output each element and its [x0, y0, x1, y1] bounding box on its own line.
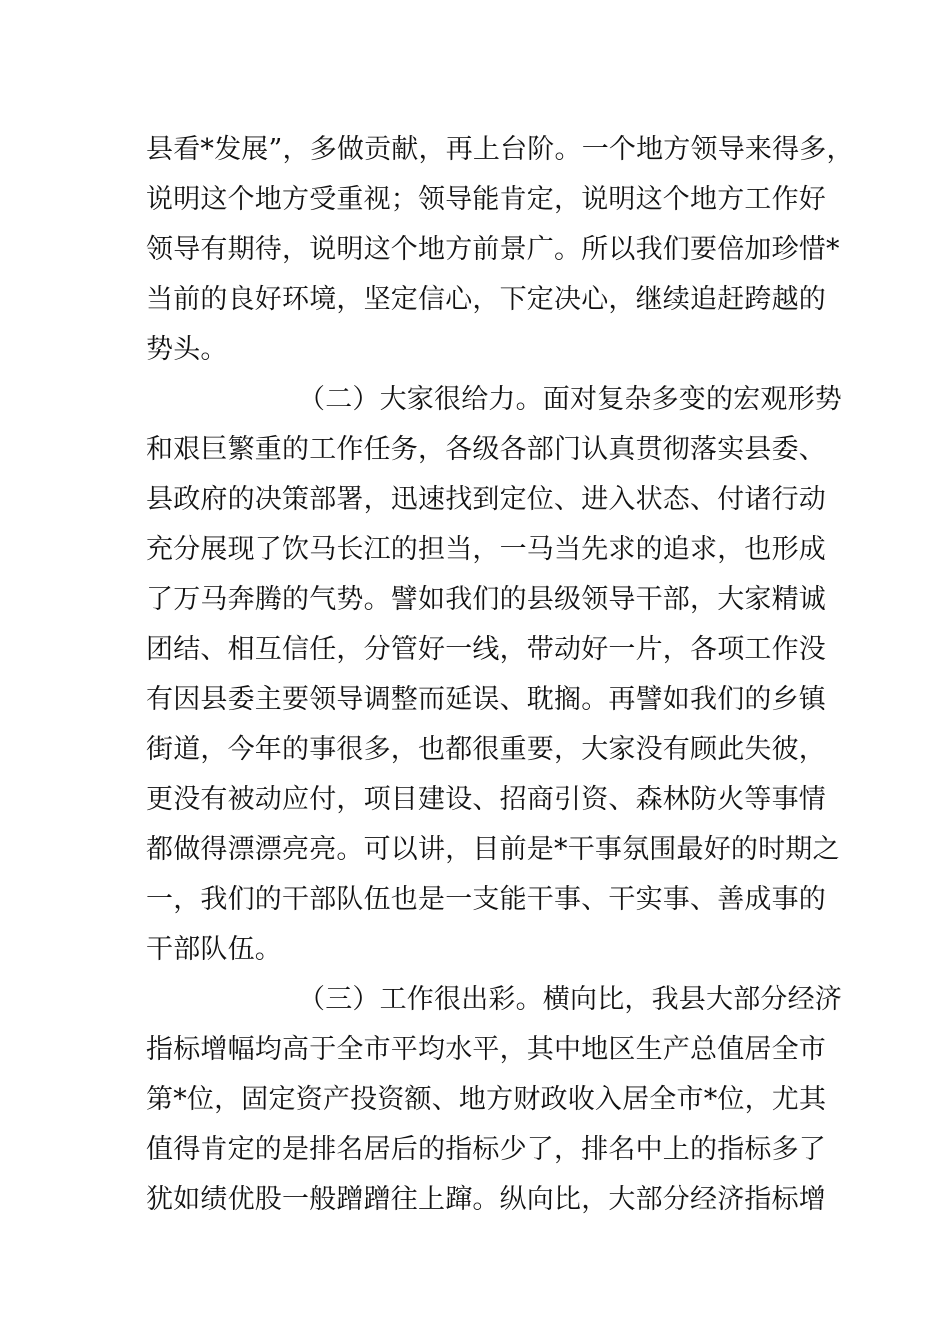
text-line: 第*位，固定资产投资额、地方财政收入居全市*位，尤其 [146, 1084, 827, 1115]
text-line: 值得肯定的是排名居后的指标少了，排名中上的指标多了 [146, 1134, 826, 1165]
text-line: 犹如绩优股一般蹭蹭往上蹿。纵向比，大部分经济指标增 [146, 1184, 826, 1215]
text-line: 县看*发展”，多做贡献，再上台阶。一个地方领导来得多， [146, 134, 854, 165]
text-line: 势头。 [146, 334, 228, 365]
text-line: 干部队伍。 [146, 934, 282, 965]
text-line: 当前的良好环境，坚定信心，下定决心，继续追赶跨越的 [146, 284, 826, 315]
text-line: 一，我们的干部队伍也是一支能干事、干实事、善成事的 [146, 884, 826, 915]
section-heading-line: （三）工作很出彩。横向比，我县大部分经济 [298, 984, 842, 1015]
text-line: 充分展现了饮马长江的担当，一马当先求的追求，也形成 [146, 534, 826, 565]
text-line: 团结、相互信任，分管好一线，带动好一片，各项工作没 [146, 634, 826, 665]
text-line: 了万马奔腾的气势。譬如我们的县级领导干部，大家精诚 [146, 584, 826, 615]
section-heading-line: （二）大家很给力。面对复杂多变的宏观形势 [298, 384, 842, 415]
text-line: 更没有被动应付，项目建设、招商引资、森林防火等事情 [146, 784, 826, 815]
text-line: 有因县委主要领导调整而延误、耽搁。再譬如我们的乡镇 [146, 684, 826, 715]
text-line: 县政府的决策部署，迅速找到定位、进入状态、付诸行动 [146, 484, 826, 515]
text-line: 领导有期待，说明这个地方前景广。所以我们要倍加珍惜* [146, 234, 840, 265]
text-line: 和艰巨繁重的工作任务，各级各部门认真贯彻落实县委、 [146, 434, 826, 465]
text-line: 都做得漂漂亮亮。可以讲，目前是*干事氛围最好的时期之 [146, 834, 840, 865]
text-line: 指标增幅均高于全市平均水平，其中地区生产总值居全市 [146, 1034, 826, 1065]
text-line: 说明这个地方受重视；领导能肯定，说明这个地方工作好 [146, 184, 826, 215]
text-line: 街道，今年的事很多，也都很重要，大家没有顾此失彼， [146, 734, 826, 765]
